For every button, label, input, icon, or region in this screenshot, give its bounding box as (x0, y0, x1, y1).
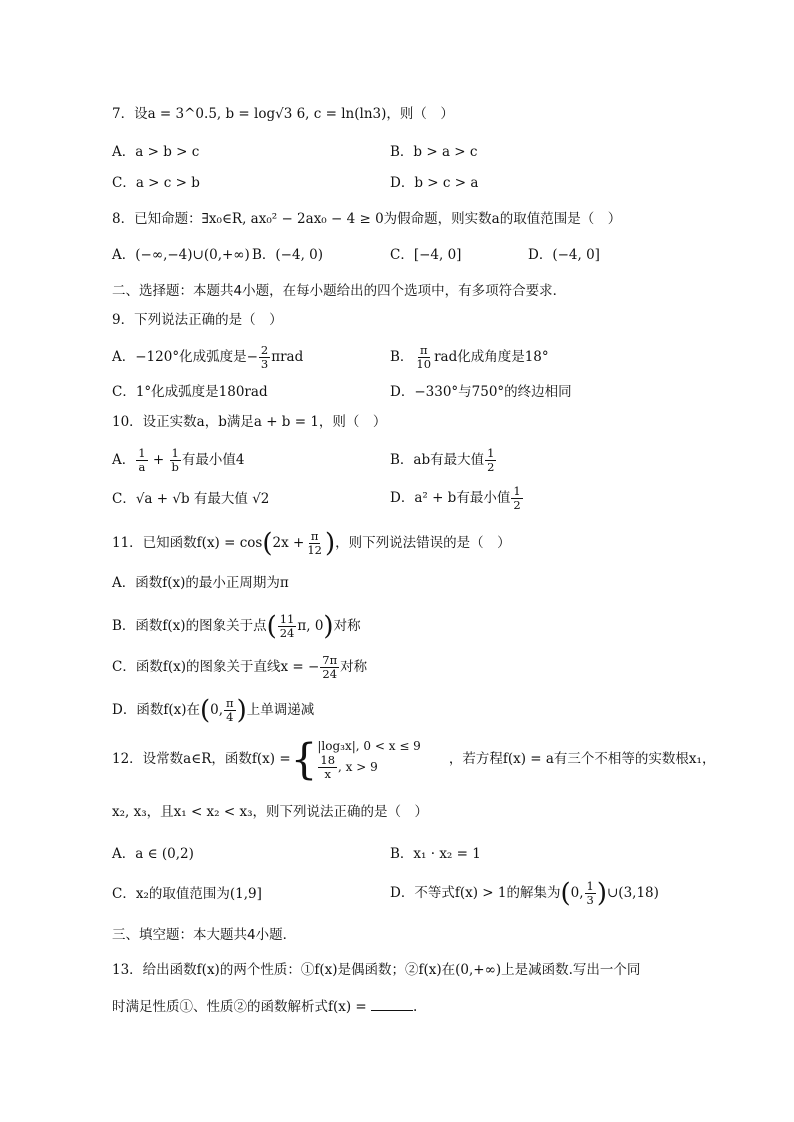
q9-b-den: 10 (416, 357, 432, 371)
q11-stem-pre: 11．已知函数f(x) = cos (112, 535, 263, 551)
q12-case2-num: 18 (320, 753, 336, 767)
q12-d-num: 1 (586, 879, 594, 893)
q12-d-paren-open: ( (560, 878, 571, 909)
q10-a-frac1-num: 1 (138, 446, 146, 460)
q12-case1: |log₃x|, 0 < x ≤ 9 (317, 739, 421, 753)
q11-d-post: 上单调递减 (246, 702, 315, 718)
q11-option-d (112, 697, 314, 724)
q11-stem (112, 530, 511, 557)
q10-a-frac2-num: 1 (171, 446, 179, 460)
q9-b-fraction (414, 344, 433, 371)
q10-b-num: 1 (487, 446, 495, 460)
q11-b-den: 24 (279, 626, 295, 640)
q12-d-fraction (585, 880, 596, 907)
q11-paren-open: ( (262, 528, 273, 559)
q11-stem-den: 12 (307, 543, 322, 557)
q11-d-paren-close: ) (236, 695, 247, 726)
q11-b-mid: π, 0 (297, 618, 324, 634)
q13-line2 (112, 997, 417, 1017)
q11-b-post: 对称 (333, 618, 361, 634)
q7-option-c: C．a > c > b (112, 175, 200, 191)
q12-cases (317, 738, 420, 781)
q9-b-tail: rad化成角度是18° (434, 349, 549, 365)
q10-a-tail: 有最小值4 (181, 452, 245, 468)
q11-d-paren-open: ( (199, 695, 211, 726)
q9-stem: 9．下列说法正确的是（ ） (112, 312, 283, 328)
q11-b-num: 11 (279, 612, 295, 626)
q10-option-a (112, 447, 244, 474)
q10-a-frac2-den: b (171, 460, 179, 474)
q11-d-den: 4 (226, 710, 234, 724)
q10-d-fraction (511, 485, 522, 512)
q12-option-b: B．x₁ · x₂ = 1 (390, 846, 481, 862)
q11-option-a: A．函数f(x)的最小正周期为π (112, 575, 289, 591)
q13-line1: 13．给出函数f(x)的两个性质：①f(x)是偶函数；②f(x)在(0,+∞)上是减函数.写出一个同 (112, 962, 641, 978)
q11-stem-arg: 2x + (272, 535, 305, 551)
q10-d-num: 1 (513, 484, 521, 498)
q11-option-b (112, 613, 361, 640)
q11-b-paren-open: ( (266, 611, 277, 642)
q9-a-fraction (259, 344, 270, 371)
q11-paren-close: ) (324, 528, 336, 559)
q9-a-num: 2 (260, 343, 269, 357)
q10-a-prefix: A． (112, 452, 136, 468)
q7-option-b: B．b > a > c (390, 144, 478, 160)
q12-d-den: 3 (586, 893, 594, 907)
q12-case2 (317, 754, 420, 781)
q10-option-c: C．√a + √b 有最大值 √2 (112, 491, 270, 507)
q8-option-a: A．(−∞,−4)∪(0,+∞) (112, 247, 250, 263)
q12-stem-line2: x₂, x₃，且x₁ < x₂ < x₃，则下列说法正确的是（ ） (112, 804, 428, 820)
q12-d-pre: D．不等式f(x) > 1的解集为 (390, 885, 561, 901)
q12-case2-cond: , x > 9 (338, 760, 378, 774)
q9-option-b (390, 344, 549, 371)
q11-c-num: 7π (322, 653, 338, 667)
q12-option-a: A．a ∈ (0,2) (112, 846, 194, 862)
q9-option-d: D．−330°与750°的终边相同 (390, 384, 572, 400)
q11-d-mid: 0, (210, 702, 224, 718)
q11-d-fraction (224, 697, 236, 724)
q12-stem (112, 734, 716, 784)
q11-c-post: 对称 (340, 659, 368, 675)
q10-b-den: 2 (487, 460, 495, 474)
q8-stem: 8．已知命题：∃x₀∈R, ax₀² − 2ax₀ − 4 ≥ 0为假命题，则实数a的取值范围是（ ） (112, 211, 622, 227)
q8-option-b: B．(−4, 0) (252, 247, 324, 263)
q11-c-pre: C．函数f(x)的图象关于直线x = − (112, 659, 320, 675)
q12-option-d (390, 880, 659, 907)
q10-a-frac2 (169, 447, 180, 474)
q10-option-b (390, 447, 497, 474)
q11-c-den: 24 (322, 667, 338, 681)
section-3-heading: 三、填空题：本大题共4小题． (112, 927, 297, 943)
q10-a-frac1 (136, 447, 147, 474)
q11-stem-post: ，则下列说法错误的是（ ） (335, 535, 511, 551)
q9-a-den: 3 (260, 357, 269, 371)
q13-line2-text: 时满足性质①、性质②的函数解析式f(x) = (112, 999, 367, 1015)
section-2-heading: 二、选择题：本题共4小题，在每小题给出的四个选项中，有多项符合要求． (112, 283, 567, 299)
q7-option-a: A．a > b > c (112, 144, 200, 160)
q11-option-c (112, 654, 367, 681)
q10-a-frac1-den: a (138, 460, 146, 474)
q12-stem-post: ，若方程f(x) = a有三个不相等的实数根x₁， (448, 751, 716, 767)
q7-stem: 7．设a = 3^0.5, b = log√3 6, c = ln(ln3)，则（ ） (112, 106, 454, 122)
q9-a-text: A．−120°化成弧度是− (112, 349, 258, 365)
q10-option-d (390, 485, 524, 512)
q12-case2-den: x (324, 767, 331, 781)
q12-d-post: ∪(3,18) (606, 885, 659, 901)
q13-answer-blank[interactable] (371, 998, 413, 1011)
q9-b-prefix: B． (390, 349, 414, 365)
q9-a-tail: πrad (271, 349, 304, 365)
q11-stem-fraction (305, 530, 324, 557)
q9-option-c: C．1°化成弧度是180rad (112, 384, 268, 400)
q7-option-d: D．b > c > a (390, 175, 479, 191)
q12-d-mid: 0, (570, 885, 584, 901)
q12-brace: { (290, 734, 318, 784)
q8-option-c: C．[−4, 0] (390, 247, 462, 263)
q12-d-paren-close: ) (596, 878, 607, 909)
q10-b-text: B．ab有最大值 (390, 452, 485, 468)
q10-d-text: D．a² + b有最小值 (390, 490, 511, 506)
q11-stem-num: π (310, 529, 319, 543)
q10-stem: 10．设正实数a，b满足a + b = 1，则（ ） (112, 414, 387, 430)
q12-stem-pre: 12．设常数a∈R，函数f(x) = (112, 751, 291, 767)
q10-d-den: 2 (513, 498, 521, 512)
q11-b-paren-close: ) (323, 611, 334, 642)
q9-option-a (112, 344, 303, 371)
q11-b-pre: B．函数f(x)的图象关于点 (112, 618, 267, 634)
q13-end: . (413, 999, 418, 1015)
q10-a-plus: + (152, 452, 165, 468)
q11-d-pre: D．函数f(x)在 (112, 702, 200, 718)
q8-option-d: D．(−4, 0] (528, 247, 600, 263)
q12-option-c: C．x₂的取值范围为(1,9] (112, 886, 262, 902)
q11-b-fraction (278, 613, 297, 640)
q12-case2-fraction (318, 754, 337, 781)
q11-c-fraction (320, 654, 339, 681)
q11-d-num: π (226, 696, 234, 710)
q10-b-fraction (485, 447, 496, 474)
q9-b-num: π (419, 343, 428, 357)
